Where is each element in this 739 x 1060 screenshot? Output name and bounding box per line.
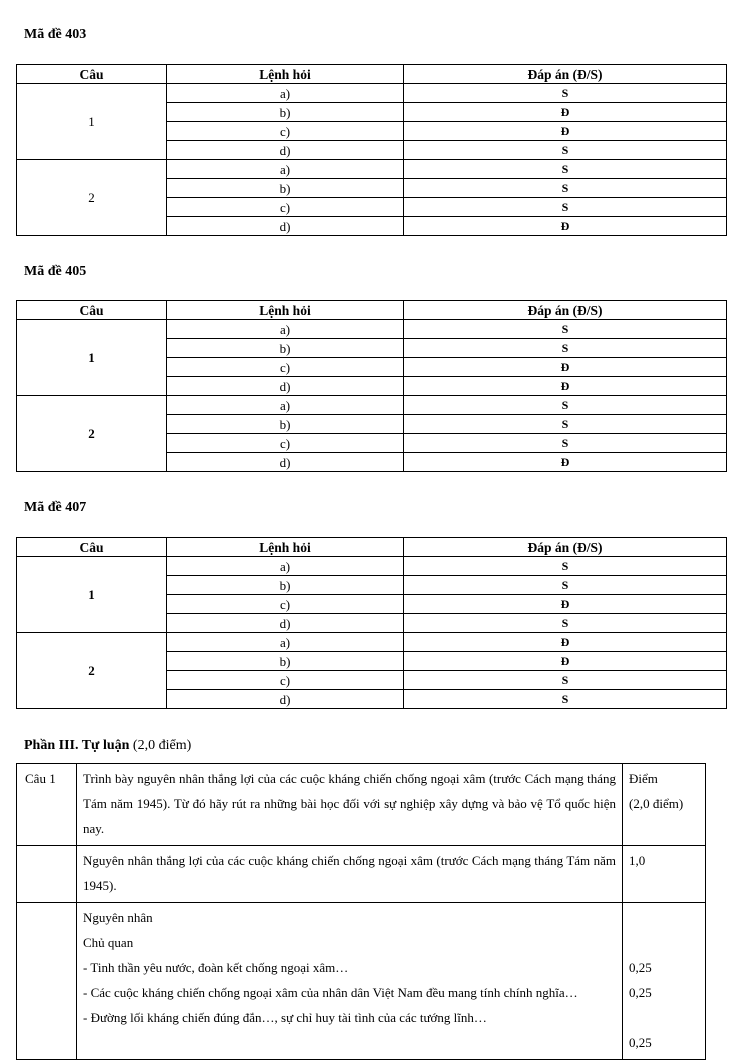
essay-table [16,763,706,1060]
header-cau: Câu [17,301,167,320]
essay-question-text: Trình bày nguyên nhân thắng lợi của các cuộc kháng chiến chống ngoại xâm (trước Cách mạng tháng Tám năm 1945). Từ đó hãy rút ra những bài học đối với sự nghiệp xây dựng và bảo vệ Tổ quốc hiện nay. [77,764,623,846]
item-score: 0,25 [629,960,652,975]
item-label: d) [167,614,404,633]
score-total: (2,0 điểm) [629,796,684,811]
item-answer: S [404,198,727,217]
item-label: a) [167,396,404,415]
item-score: 0,25 [629,1035,652,1050]
answer-table-403 [16,64,727,236]
item-answer: S [404,415,727,434]
question-number: 2 [17,396,167,472]
item-label: a) [167,320,404,339]
part3-title-points: (2,0 điểm) [129,738,192,753]
question-number: 2 [17,160,167,236]
item-label: a) [167,160,404,179]
item-label: a) [167,557,404,576]
cause-heading: Nguyên nhân [83,910,153,925]
header-cau: Câu [17,65,167,84]
exam-title-407: Mã đề 407 [24,500,87,515]
item-answer: S [404,671,727,690]
header-dap-an: Đáp án (Đ/S) [404,65,727,84]
item-answer: Đ [404,217,727,236]
cause-item: - Tinh thần yêu nước, đoàn kết chống ngoại xâm… [83,960,349,975]
part3-title-bold: Phần III. Tự luận [24,738,130,753]
item-answer: S [404,434,727,453]
item-label: d) [167,690,404,709]
question-number: 1 [17,84,167,160]
item-label: d) [167,141,404,160]
answer-section-score: 1,0 [623,846,706,903]
item-label: c) [167,595,404,614]
answer-detail-scores [623,903,706,1060]
item-label: c) [167,358,404,377]
question-number: 2 [17,633,167,709]
header-dap-an: Đáp án (Đ/S) [404,301,727,320]
item-score: 0,25 [629,985,652,1000]
item-label: b) [167,652,404,671]
answer-table-407 [16,537,727,709]
cause-subheading: Chủ quan [83,935,134,950]
essay-score-header [623,764,706,846]
item-answer: S [404,690,727,709]
exam-title-405: Mã đề 405 [24,264,87,279]
header-lenh-hoi: Lệnh hỏi [167,65,404,84]
header-cau: Câu [17,538,167,557]
item-label: c) [167,198,404,217]
item-label: d) [167,453,404,472]
empty-cell [17,903,77,1060]
item-answer: S [404,141,727,160]
item-answer: S [404,179,727,198]
item-answer: S [404,576,727,595]
item-answer: Đ [404,122,727,141]
item-answer: Đ [404,377,727,396]
item-label: b) [167,339,404,358]
header-dap-an: Đáp án (Đ/S) [404,538,727,557]
item-answer: Đ [404,103,727,122]
answer-details [77,903,623,1060]
item-label: d) [167,217,404,236]
exam-title-403: Mã đề 403 [24,27,87,42]
item-label: b) [167,179,404,198]
item-label: b) [167,576,404,595]
part3-title [24,737,191,755]
item-answer: S [404,84,727,103]
item-answer: Đ [404,453,727,472]
item-answer: Đ [404,633,727,652]
item-answer: S [404,396,727,415]
cause-item: - Đường lối kháng chiến đúng đắn…, sự chỉ huy tài tình của các tướng lĩnh… [83,1010,487,1025]
item-label: b) [167,103,404,122]
answer-table-405 [16,300,727,472]
item-answer: S [404,320,727,339]
item-label: d) [167,377,404,396]
item-label: a) [167,633,404,652]
header-lenh-hoi: Lệnh hỏi [167,301,404,320]
item-answer: Đ [404,595,727,614]
header-lenh-hoi: Lệnh hỏi [167,538,404,557]
item-answer: S [404,614,727,633]
item-answer: S [404,339,727,358]
item-label: c) [167,434,404,453]
item-answer: S [404,160,727,179]
score-label: Điểm [629,771,658,786]
empty-cell [17,846,77,903]
question-number: 1 [17,320,167,396]
item-answer: Đ [404,358,727,377]
item-answer: Đ [404,652,727,671]
item-label: c) [167,671,404,690]
item-label: b) [167,415,404,434]
item-answer: S [404,557,727,576]
answer-section-heading: Nguyên nhân thắng lợi của các cuộc kháng chiến chống ngoại xâm (trước Cách mạng tháng Tám năm 1945). [77,846,623,903]
question-number: 1 [17,557,167,633]
item-label: a) [167,84,404,103]
cause-item: - Các cuộc kháng chiến chống ngoại xâm của nhân dân Việt Nam đều mang tính chính nghĩa… [83,985,578,1000]
essay-question-number: Câu 1 [17,764,77,846]
item-label: c) [167,122,404,141]
